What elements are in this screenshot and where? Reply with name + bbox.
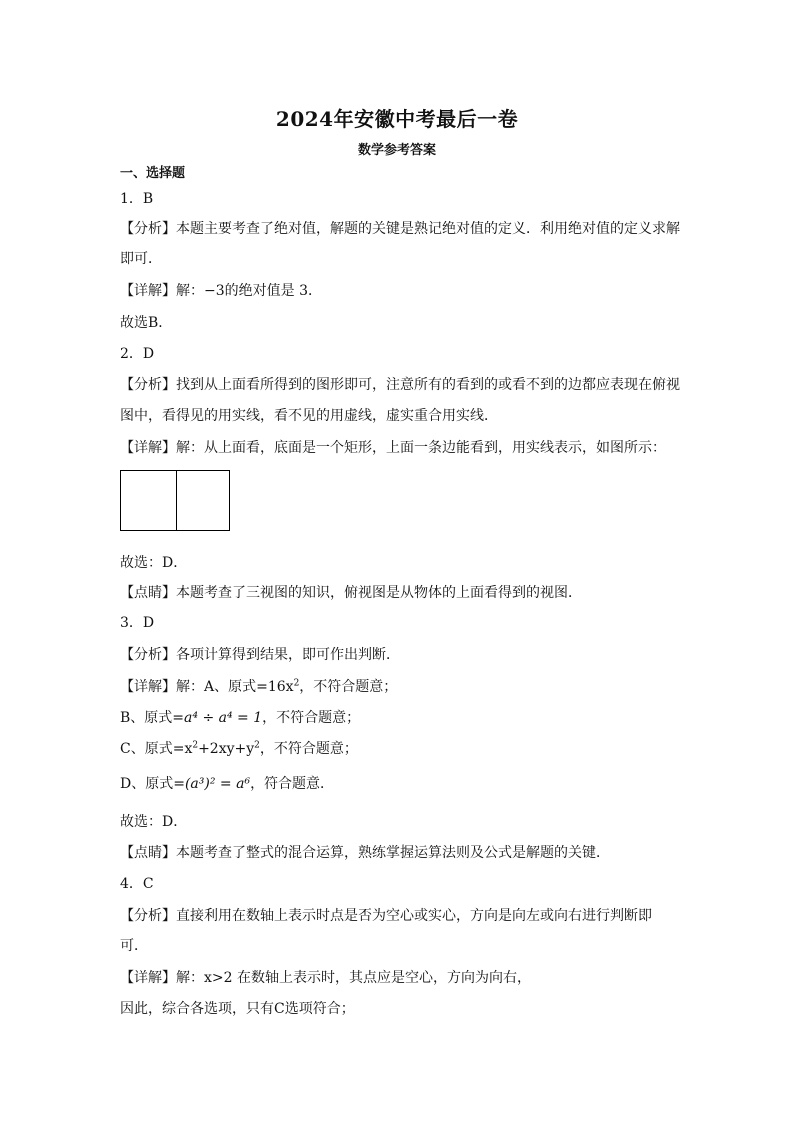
option-c-verdict: ，不符合题意； [259,741,358,757]
question-3-comment: 【点睛】本题考查了整式的混合运算，熟练掌握运算法则及公式是解题的关键． [120,845,610,861]
question-1-detail: 【详解】解：−3的绝对值是 3． [120,283,322,299]
question-2-analysis-line-1: 【分析】找到从上面看所得到的图形即可，注意所有的看到的或看不到的边都应表现在俯视 [120,377,680,393]
page-title: 2024年安徽中考最后一卷 [275,107,519,131]
question-3-detail-a [120,676,397,696]
question-1-analysis-line-2: 即可． [120,251,162,267]
top-view-figure [120,470,230,531]
question-4-conclusion: 因此，综合各选项，只有C选项符合； [120,1001,355,1017]
question-3-option-b [120,707,360,727]
option-c-exp-2: 2 [254,740,260,751]
question-1-choice: 故选B． [120,315,173,331]
option-b-verdict: ，不符合题意； [262,710,361,726]
question-4-analysis-line-1: 【分析】直接利用在数轴上表示时点是否为空心或实心，方向是向左或向右进行判断即 [120,908,652,924]
option-b-formula: a⁴ ÷ a⁴ = 1 [184,710,263,726]
option-c-exp-1: 2 [192,740,199,751]
figure-divider-line [176,471,177,530]
option-c-middle: +2xy+y [198,741,255,757]
detail-a-verdict: ，不符合题意； [299,679,398,695]
question-3-option-c [120,738,358,758]
option-d-verdict: ，符合题意． [250,776,335,792]
detail-a-exponent: 2 [293,678,300,689]
question-2-analysis-line-2: 图中，看得见的用实线，看不见的用虚线，虚实重合用实线． [120,408,498,424]
question-1-answer: 1．B [120,191,154,207]
question-2-choice: 故选：D． [120,555,188,571]
question-2-comment: 【点睛】本题考查了三视图的知识，俯视图是从物体的上面看得到的视图． [120,585,582,601]
option-c-label: C、原式=x [120,741,193,757]
section-heading: 一、选择题 [120,166,186,181]
question-2-answer: 2．D [120,346,155,362]
question-3-answer: 3．D [120,615,155,631]
question-3-analysis: 【分析】各项计算得到结果，即可作出判断． [120,647,400,663]
question-3-choice: 故选：D． [120,814,188,830]
question-1-analysis-line-1: 【分析】本题主要考查了绝对值，解题的关键是熟记绝对值的定义．利用绝对值的定义求解 [120,221,680,237]
option-d-formula: (a³)² = a⁶ [184,776,251,792]
option-d-label: D、原式= [120,776,185,792]
detail-a-text: 【详解】解：A、原式=16x [120,679,294,695]
question-4-analysis-line-2: 可． [120,938,148,954]
option-b-label: B、原式= [120,710,185,726]
question-2-detail: 【详解】解：从上面看，底面是一个矩形，上面一条边能看到，用实线表示，如图所示： [120,440,666,456]
question-3-option-d [120,773,334,793]
question-4-detail: 【详解】解：x>2 在数轴上表示时，其点应是空心，方向为向右， [120,970,531,986]
question-4-answer: 4．C [120,876,154,892]
page-subtitle: 数学参考答案 [357,143,436,158]
